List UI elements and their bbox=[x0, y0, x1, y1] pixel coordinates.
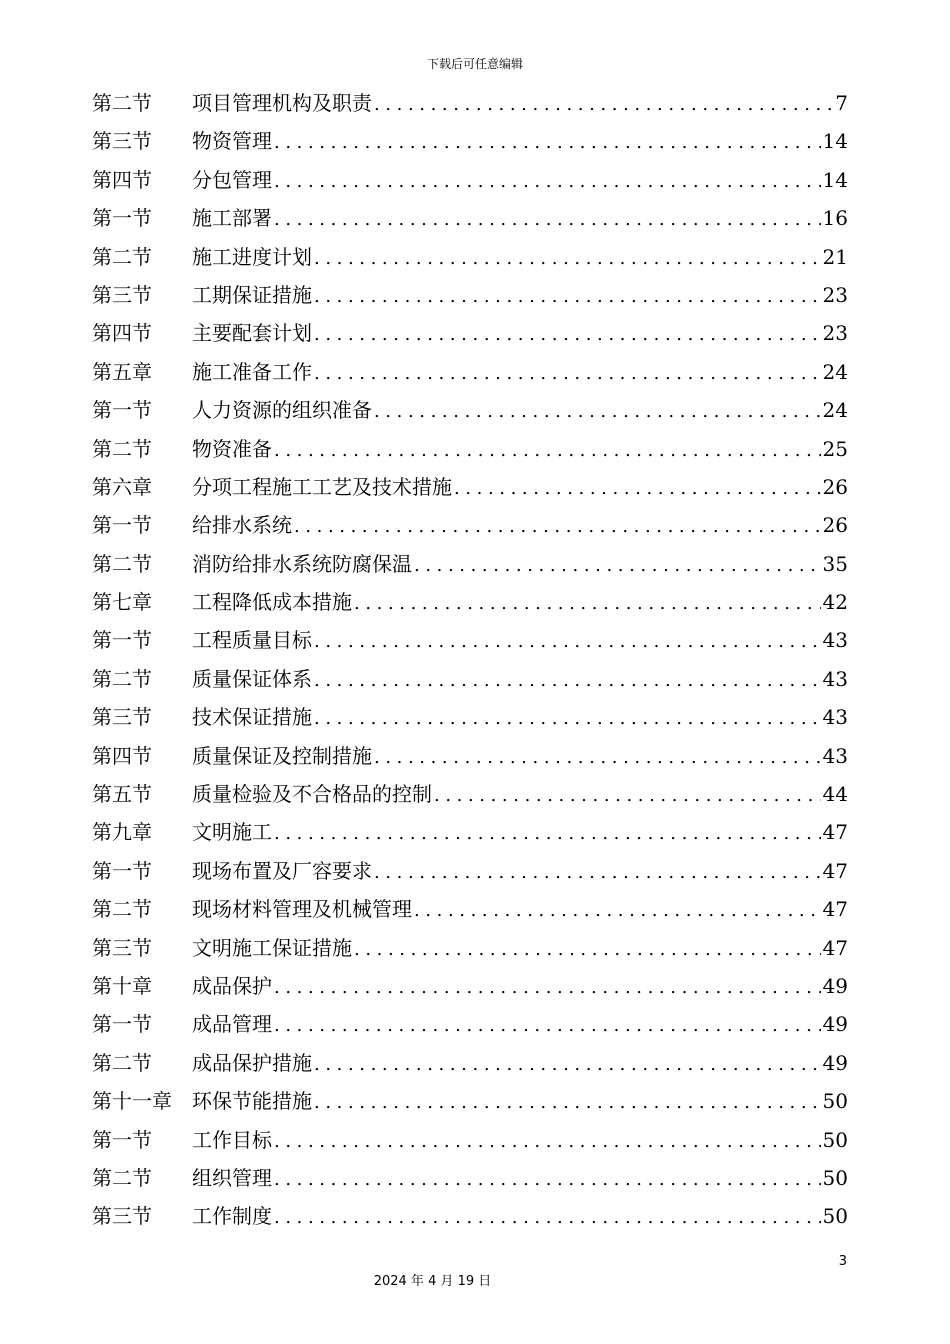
toc-dot-leader bbox=[412, 547, 821, 585]
toc-entry-number: 第十一章 bbox=[92, 1089, 172, 1114]
toc-dot-leader bbox=[352, 931, 821, 969]
toc-dot-leader bbox=[352, 585, 821, 623]
toc-entry[interactable] bbox=[92, 1197, 848, 1235]
toc-dot-leader bbox=[272, 163, 821, 201]
toc-entry-title: 质量保证及控制措施 bbox=[192, 743, 372, 768]
toc-dot-leader bbox=[412, 892, 821, 930]
toc-entry[interactable] bbox=[92, 583, 848, 621]
toc-entry-title: 成品保护措施 bbox=[192, 1050, 312, 1075]
toc-entry-page: 24 bbox=[822, 359, 848, 384]
toc-entry-page: 35 bbox=[822, 551, 848, 576]
toc-dot-leader bbox=[372, 393, 821, 431]
toc-dot-leader bbox=[312, 623, 821, 661]
toc-entry-title: 质量检验及不合格品的控制 bbox=[192, 782, 432, 807]
toc-entry-number: 第四节 bbox=[92, 167, 152, 192]
toc-entry[interactable] bbox=[92, 813, 848, 851]
toc-entry-number: 第三节 bbox=[92, 282, 152, 307]
toc-entry-number: 第一节 bbox=[92, 206, 152, 231]
toc-dot-leader bbox=[312, 700, 821, 738]
toc-entry-title: 文明施工保证措施 bbox=[192, 935, 352, 960]
toc-entry[interactable] bbox=[92, 1121, 848, 1159]
toc-entry-number: 第十章 bbox=[92, 973, 152, 998]
toc-entry-page: 50 bbox=[822, 1089, 848, 1114]
toc-entry[interactable] bbox=[92, 353, 848, 391]
toc-dot-leader bbox=[372, 739, 821, 777]
toc-dot-leader bbox=[272, 815, 821, 853]
toc-entry-title: 施工进度计划 bbox=[192, 244, 312, 269]
toc-dot-leader bbox=[312, 316, 821, 354]
table-of-contents bbox=[92, 84, 848, 1236]
toc-entry-title: 成品保护 bbox=[192, 973, 272, 998]
toc-entry-number: 第一节 bbox=[92, 513, 152, 538]
toc-entry-page: 43 bbox=[822, 743, 848, 768]
toc-entry-number: 第一节 bbox=[92, 628, 152, 653]
toc-entry[interactable] bbox=[92, 1159, 848, 1197]
toc-entry-page: 47 bbox=[822, 897, 848, 922]
footer-date: 2024 年 4 月 19 日 bbox=[373, 1274, 492, 1289]
toc-entry-page: 14 bbox=[822, 129, 848, 154]
toc-entry-number: 第四节 bbox=[92, 321, 152, 346]
toc-dot-leader bbox=[372, 854, 821, 892]
toc-entry-number: 第二节 bbox=[92, 91, 152, 115]
toc-entry-number: 第五节 bbox=[92, 782, 152, 807]
toc-entry[interactable] bbox=[92, 238, 848, 276]
toc-entry[interactable] bbox=[92, 430, 848, 468]
toc-entry-number: 第四节 bbox=[92, 743, 152, 768]
toc-entry[interactable] bbox=[92, 545, 848, 583]
toc-entry-page: 43 bbox=[822, 628, 848, 653]
toc-entry-title: 现场布置及厂容要求 bbox=[192, 858, 372, 883]
toc-entry-title: 分项工程施工工艺及技术措施 bbox=[192, 474, 452, 499]
toc-entry-page: 7 bbox=[835, 91, 848, 115]
toc-entry-title: 质量保证体系 bbox=[192, 666, 312, 691]
toc-entry-number: 第二节 bbox=[92, 244, 152, 269]
toc-entry-title: 施工准备工作 bbox=[192, 359, 312, 384]
toc-entry-title: 物资管理 bbox=[192, 129, 272, 154]
toc-entry-title: 工期保证措施 bbox=[192, 282, 312, 307]
page-header: 下载后可任意编辑 bbox=[426, 57, 523, 71]
toc-entry-number: 第一节 bbox=[92, 398, 152, 423]
toc-entry-title: 环保节能措施 bbox=[192, 1089, 312, 1114]
toc-entry-page: 47 bbox=[822, 820, 848, 845]
toc-entry-number: 第一节 bbox=[92, 858, 152, 883]
toc-entry-number: 第二节 bbox=[92, 1165, 152, 1190]
toc-entry[interactable] bbox=[92, 468, 848, 506]
toc-entry-page: 21 bbox=[822, 244, 848, 269]
toc-entry[interactable] bbox=[92, 161, 848, 199]
toc-entry-page: 49 bbox=[822, 973, 848, 998]
toc-entry-title: 文明施工 bbox=[192, 820, 272, 845]
toc-entry-page: 26 bbox=[822, 474, 848, 499]
toc-entry-number: 第三节 bbox=[92, 1204, 152, 1229]
toc-entry-title: 物资准备 bbox=[192, 436, 272, 461]
toc-entry-page: 42 bbox=[822, 590, 848, 615]
toc-entry-number: 第三节 bbox=[92, 705, 152, 730]
toc-entry-title: 工作目标 bbox=[192, 1127, 272, 1152]
toc-entry-number: 第六章 bbox=[92, 474, 152, 499]
toc-entry[interactable] bbox=[92, 621, 848, 659]
toc-dot-leader bbox=[272, 1199, 821, 1237]
toc-entry[interactable] bbox=[92, 276, 848, 314]
toc-dot-leader bbox=[272, 124, 821, 162]
toc-entry-title: 给排水系统 bbox=[192, 513, 292, 538]
toc-entry[interactable] bbox=[92, 122, 848, 160]
toc-entry-title: 工程质量目标 bbox=[192, 628, 312, 653]
toc-dot-leader bbox=[312, 278, 821, 316]
toc-entry-title: 技术保证措施 bbox=[192, 705, 312, 730]
toc-dot-leader bbox=[272, 1123, 821, 1161]
toc-dot-leader bbox=[292, 508, 821, 546]
toc-entry-title: 工作制度 bbox=[192, 1204, 272, 1229]
toc-entry[interactable] bbox=[92, 1082, 848, 1120]
toc-entry-number: 第三节 bbox=[92, 129, 152, 154]
toc-entry-title: 主要配套计划 bbox=[192, 321, 312, 346]
toc-dot-leader bbox=[312, 1084, 821, 1122]
toc-dot-leader bbox=[272, 969, 821, 1007]
toc-entry-page: 14 bbox=[822, 167, 848, 192]
toc-dot-leader bbox=[312, 662, 821, 700]
toc-dot-leader bbox=[272, 201, 821, 239]
toc-entry-title: 组织管理 bbox=[192, 1165, 272, 1190]
toc-entry[interactable] bbox=[92, 890, 848, 928]
toc-entry[interactable] bbox=[92, 314, 848, 352]
toc-entry-page: 23 bbox=[822, 321, 848, 346]
toc-entry[interactable] bbox=[92, 660, 848, 698]
toc-entry-page: 16 bbox=[822, 206, 848, 231]
toc-entry-page: 24 bbox=[822, 398, 848, 423]
toc-entry-title: 人力资源的组织准备 bbox=[192, 398, 372, 423]
toc-entry[interactable] bbox=[92, 967, 848, 1005]
toc-entry[interactable] bbox=[92, 737, 848, 775]
toc-dot-leader bbox=[312, 1046, 821, 1084]
toc-entry-number: 第七章 bbox=[92, 590, 152, 615]
toc-entry-page: 50 bbox=[822, 1165, 848, 1190]
toc-entry-page: 23 bbox=[822, 282, 848, 307]
toc-dot-leader bbox=[312, 355, 821, 393]
toc-entry-title: 施工部署 bbox=[192, 206, 272, 231]
toc-entry-page: 47 bbox=[822, 935, 848, 960]
toc-entry[interactable] bbox=[92, 1044, 848, 1082]
toc-entry[interactable] bbox=[92, 852, 848, 890]
toc-entry-number: 第二节 bbox=[92, 436, 152, 461]
toc-entry-title: 现场材料管理及机械管理 bbox=[192, 897, 412, 922]
toc-entry[interactable] bbox=[92, 391, 848, 429]
toc-entry[interactable] bbox=[92, 1005, 848, 1043]
toc-entry-page: 50 bbox=[822, 1127, 848, 1152]
toc-entry-page: 43 bbox=[822, 705, 848, 730]
toc-entry[interactable] bbox=[92, 506, 848, 544]
toc-entry-number: 第二节 bbox=[92, 897, 152, 922]
toc-entry-number: 第三节 bbox=[92, 935, 152, 960]
toc-entry-title: 工程降低成本措施 bbox=[192, 590, 352, 615]
toc-dot-leader bbox=[452, 470, 821, 508]
toc-entry-page: 43 bbox=[822, 666, 848, 691]
toc-dot-leader bbox=[432, 777, 821, 815]
toc-entry-number: 第二节 bbox=[92, 666, 152, 691]
toc-dot-leader bbox=[312, 240, 821, 278]
toc-entry[interactable] bbox=[92, 698, 848, 736]
toc-dot-leader bbox=[272, 432, 821, 470]
toc-entry-number: 第一节 bbox=[92, 1012, 152, 1037]
toc-dot-leader bbox=[372, 86, 833, 124]
toc-entry-number: 第二节 bbox=[92, 551, 152, 576]
toc-entry-page: 50 bbox=[822, 1204, 848, 1229]
toc-entry[interactable] bbox=[92, 775, 848, 813]
toc-dot-leader bbox=[272, 1007, 821, 1045]
toc-entry-title: 项目管理机构及职责 bbox=[192, 91, 372, 115]
toc-entry-page: 25 bbox=[822, 436, 848, 461]
toc-entry-page: 44 bbox=[822, 782, 848, 807]
toc-entry-number: 第一节 bbox=[92, 1127, 152, 1152]
toc-entry[interactable] bbox=[92, 199, 848, 237]
toc-entry-page: 49 bbox=[822, 1050, 848, 1075]
toc-entry[interactable] bbox=[92, 84, 848, 122]
toc-entry-title: 分包管理 bbox=[192, 167, 272, 192]
toc-entry-page: 49 bbox=[822, 1012, 848, 1037]
toc-entry-page: 47 bbox=[822, 858, 848, 883]
toc-entry-number: 第二节 bbox=[92, 1050, 152, 1075]
toc-entry[interactable] bbox=[92, 929, 848, 967]
toc-dot-leader bbox=[272, 1161, 821, 1199]
toc-entry-title: 成品管理 bbox=[192, 1012, 272, 1037]
toc-entry-page: 26 bbox=[822, 513, 848, 538]
page-number: 3 bbox=[838, 1254, 847, 1269]
toc-entry-number: 第五章 bbox=[92, 359, 152, 384]
toc-entry-number: 第九章 bbox=[92, 820, 152, 845]
toc-entry-title: 消防给排水系统防腐保温 bbox=[192, 551, 412, 576]
